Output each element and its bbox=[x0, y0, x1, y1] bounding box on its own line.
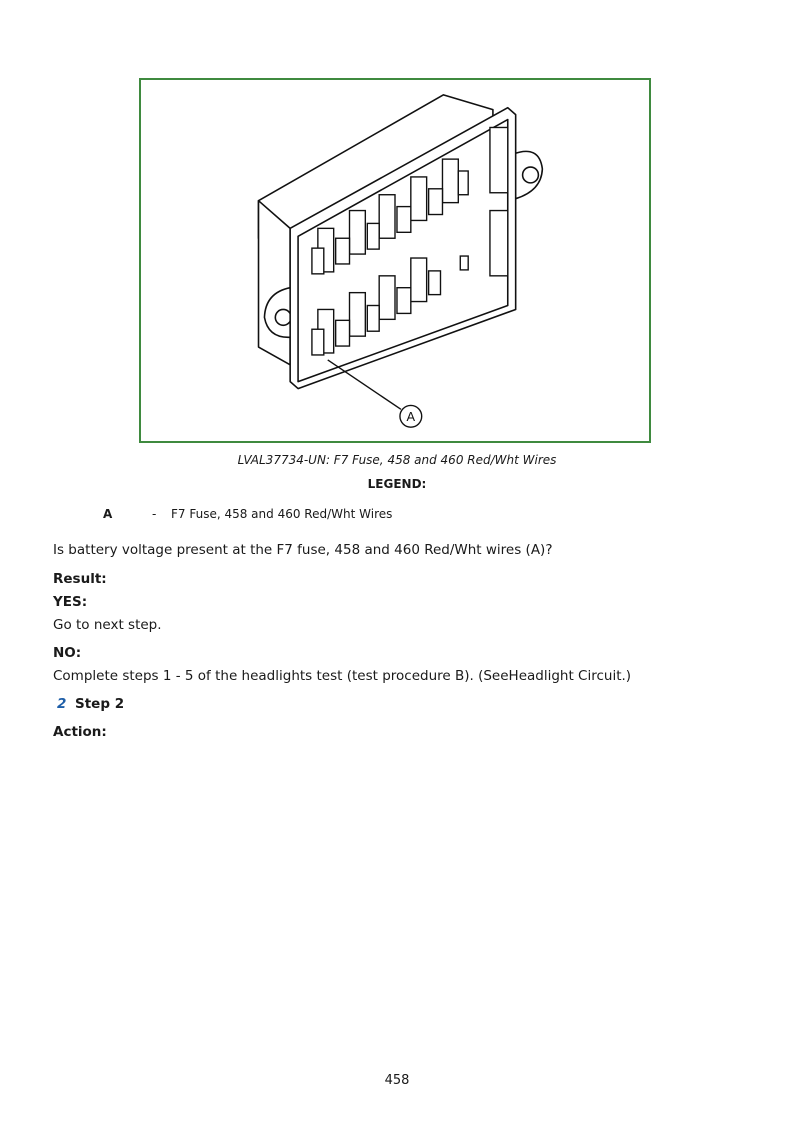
figure-caption: LVAL37734-UN: F7 Fuse, 458 and 460 Red/Wht Wires bbox=[237, 453, 557, 467]
question-text: Is battery voltage present at the F7 fuse, 458 and 460 Red/Wht wires (A)? bbox=[53, 542, 553, 558]
action-label: Action: bbox=[53, 724, 107, 740]
page-number: 458 bbox=[384, 1073, 410, 1088]
no-label: NO: bbox=[53, 645, 82, 661]
no-text: Complete steps 1 - 5 of the headlights test (test procedure B). (SeeHeadlight Circuit.) bbox=[53, 668, 632, 684]
yes-label: YES: bbox=[53, 594, 88, 610]
result-label: Result: bbox=[53, 571, 107, 587]
step-number: 2 bbox=[57, 696, 67, 712]
callout-label-a: A bbox=[406, 409, 416, 425]
figure-frame bbox=[139, 78, 651, 443]
legend-key: A bbox=[103, 507, 113, 521]
yes-text: Go to next step. bbox=[53, 617, 162, 633]
fuse-block-illustration bbox=[141, 80, 649, 441]
legend-dash: - bbox=[152, 507, 157, 521]
legend-description: F7 Fuse, 458 and 460 Red/Wht Wires bbox=[171, 507, 393, 521]
legend-title: LEGEND: bbox=[367, 477, 427, 491]
step-title: Step 2 bbox=[75, 696, 125, 712]
